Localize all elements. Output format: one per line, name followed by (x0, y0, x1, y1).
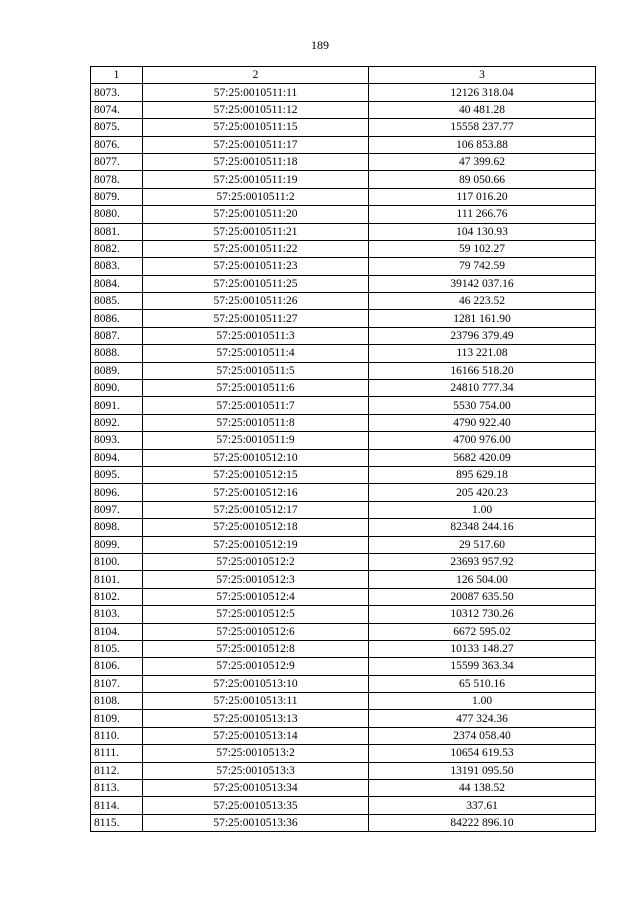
table-row (91, 466, 596, 483)
table-row (91, 762, 596, 779)
cadastral-value-cell: 205 420.23 (369, 484, 596, 501)
cadastral-number-cell: 57:25:0010513:34 (143, 780, 369, 797)
cadastral-number-cell: 57:25:0010512:6 (143, 623, 369, 640)
row-number-cell: 8112. (91, 762, 143, 779)
row-number-cell: 8104. (91, 623, 143, 640)
table-row (91, 536, 596, 553)
table-row (91, 310, 596, 327)
table-row (91, 571, 596, 588)
table-row (91, 153, 596, 170)
table-row (91, 101, 596, 118)
cadastral-number-cell: 57:25:0010511:20 (143, 206, 369, 223)
table-row (91, 275, 596, 292)
table-row (91, 380, 596, 397)
cadastral-number-cell: 57:25:0010513:11 (143, 693, 369, 710)
cadastral-number-cell: 57:25:0010513:10 (143, 675, 369, 692)
row-number-cell: 8088. (91, 345, 143, 362)
cadastral-value-cell: 15599 363.34 (369, 658, 596, 675)
cadastral-value-cell: 12126 318.04 (369, 84, 596, 101)
column-header-number: 1 (91, 67, 143, 84)
page-number: 189 (311, 38, 329, 52)
cadastral-value-table (90, 66, 596, 832)
cadastral-value-cell: 113 221.08 (369, 345, 596, 362)
row-number-cell: 8081. (91, 223, 143, 240)
table-row (91, 171, 596, 188)
cadastral-number-cell: 57:25:0010511:23 (143, 258, 369, 275)
row-number-cell: 8086. (91, 310, 143, 327)
row-number-cell: 8093. (91, 432, 143, 449)
row-number-cell: 8091. (91, 397, 143, 414)
row-number-cell: 8099. (91, 536, 143, 553)
row-number-cell: 8102. (91, 588, 143, 605)
row-number-cell: 8089. (91, 362, 143, 379)
table-row (91, 414, 596, 431)
cadastral-value-cell: 895 629.18 (369, 466, 596, 483)
cadastral-number-cell: 57:25:0010511:12 (143, 101, 369, 118)
cadastral-number-cell: 57:25:0010513:36 (143, 814, 369, 831)
cadastral-number-cell: 57:25:0010511:9 (143, 432, 369, 449)
table-row (91, 640, 596, 657)
cadastral-number-cell: 57:25:0010512:19 (143, 536, 369, 553)
cadastral-value-cell: 46 223.52 (369, 293, 596, 310)
cadastral-value-cell: 24810 777.34 (369, 380, 596, 397)
row-number-cell: 8073. (91, 84, 143, 101)
row-number-cell: 8103. (91, 606, 143, 623)
row-number-cell: 8084. (91, 275, 143, 292)
cadastral-value-cell: 111 266.76 (369, 206, 596, 223)
row-number-cell: 8075. (91, 119, 143, 136)
table-row (91, 136, 596, 153)
cadastral-value-cell: 5530 754.00 (369, 397, 596, 414)
row-number-cell: 8110. (91, 727, 143, 744)
row-number-cell: 8090. (91, 380, 143, 397)
row-number-cell: 8094. (91, 449, 143, 466)
row-number-cell: 8100. (91, 553, 143, 570)
table-row (91, 345, 596, 362)
cadastral-value-cell: 4790 922.40 (369, 414, 596, 431)
row-number-cell: 8074. (91, 101, 143, 118)
cadastral-value-cell: 2374 058.40 (369, 727, 596, 744)
table-row (91, 258, 596, 275)
cadastral-value-cell: 1.00 (369, 693, 596, 710)
row-number-cell: 8096. (91, 484, 143, 501)
table-row (91, 501, 596, 518)
cadastral-number-cell: 57:25:0010512:10 (143, 449, 369, 466)
row-number-cell: 8076. (91, 136, 143, 153)
row-number-cell: 8082. (91, 240, 143, 257)
table-row (91, 188, 596, 205)
cadastral-value-cell: 89 050.66 (369, 171, 596, 188)
cadastral-number-cell: 57:25:0010511:17 (143, 136, 369, 153)
table-row (91, 606, 596, 623)
table-row (91, 397, 596, 414)
row-number-cell: 8095. (91, 466, 143, 483)
cadastral-value-cell: 126 504.00 (369, 571, 596, 588)
cadastral-number-cell: 57:25:0010512:3 (143, 571, 369, 588)
cadastral-value-cell: 10312 730.26 (369, 606, 596, 623)
cadastral-number-cell: 57:25:0010511:18 (143, 153, 369, 170)
cadastral-number-cell: 57:25:0010513:14 (143, 727, 369, 744)
row-number-cell: 8107. (91, 675, 143, 692)
row-number-cell: 8098. (91, 519, 143, 536)
cadastral-number-cell: 57:25:0010511:21 (143, 223, 369, 240)
row-number-cell: 8077. (91, 153, 143, 170)
row-number-cell: 8083. (91, 258, 143, 275)
table-row (91, 623, 596, 640)
cadastral-value-cell: 65 510.16 (369, 675, 596, 692)
table-row (91, 780, 596, 797)
row-number-cell: 8106. (91, 658, 143, 675)
cadastral-value-cell: 44 138.52 (369, 780, 596, 797)
row-number-cell: 8108. (91, 693, 143, 710)
cadastral-number-cell: 57:25:0010511:2 (143, 188, 369, 205)
cadastral-number-cell: 57:25:0010511:26 (143, 293, 369, 310)
table-row (91, 588, 596, 605)
row-number-cell: 8079. (91, 188, 143, 205)
column-header-value: 3 (369, 67, 596, 84)
cadastral-number-cell: 57:25:0010511:15 (143, 119, 369, 136)
table-row (91, 675, 596, 692)
table-row (91, 240, 596, 257)
cadastral-number-cell: 57:25:0010511:8 (143, 414, 369, 431)
cadastral-number-cell: 57:25:0010511:3 (143, 327, 369, 344)
cadastral-value-cell: 47 399.62 (369, 153, 596, 170)
row-number-cell: 8087. (91, 327, 143, 344)
cadastral-number-cell: 57:25:0010511:4 (143, 345, 369, 362)
row-number-cell: 8085. (91, 293, 143, 310)
cadastral-number-cell: 57:25:0010512:8 (143, 640, 369, 657)
table-header-row (91, 67, 596, 84)
row-number-cell: 8109. (91, 710, 143, 727)
table-body (91, 84, 596, 832)
cadastral-value-cell: 82348 244.16 (369, 519, 596, 536)
cadastral-value-cell: 104 130.93 (369, 223, 596, 240)
cadastral-number-cell: 57:25:0010511:19 (143, 171, 369, 188)
table-row (91, 814, 596, 831)
cadastral-number-cell: 57:25:0010511:11 (143, 84, 369, 101)
table-row (91, 693, 596, 710)
table-row (91, 727, 596, 744)
table-row (91, 119, 596, 136)
column-header-cadastral-number: 2 (143, 67, 369, 84)
row-number-cell: 8115. (91, 814, 143, 831)
cadastral-number-cell: 57:25:0010512:5 (143, 606, 369, 623)
table-row (91, 206, 596, 223)
cadastral-number-cell: 57:25:0010511:5 (143, 362, 369, 379)
cadastral-number-cell: 57:25:0010512:17 (143, 501, 369, 518)
row-number-cell: 8097. (91, 501, 143, 518)
cadastral-value-cell: 6672 595.02 (369, 623, 596, 640)
cadastral-value-cell: 337.61 (369, 797, 596, 814)
cadastral-number-cell: 57:25:0010511:22 (143, 240, 369, 257)
row-number-cell: 8080. (91, 206, 143, 223)
table-row (91, 293, 596, 310)
cadastral-number-cell: 57:25:0010511:7 (143, 397, 369, 414)
cadastral-number-cell: 57:25:0010512:16 (143, 484, 369, 501)
table-row (91, 223, 596, 240)
table-row (91, 710, 596, 727)
table-row (91, 519, 596, 536)
cadastral-value-cell: 16166 518.20 (369, 362, 596, 379)
cadastral-value-cell: 40 481.28 (369, 101, 596, 118)
cadastral-number-cell: 57:25:0010512:15 (143, 466, 369, 483)
row-number-cell: 8114. (91, 797, 143, 814)
table-row (91, 84, 596, 101)
row-number-cell: 8111. (91, 745, 143, 762)
cadastral-number-cell: 57:25:0010513:2 (143, 745, 369, 762)
cadastral-number-cell: 57:25:0010513:13 (143, 710, 369, 727)
row-number-cell: 8105. (91, 640, 143, 657)
table-row (91, 432, 596, 449)
cadastral-value-cell: 477 324.36 (369, 710, 596, 727)
cadastral-value-cell: 79 742.59 (369, 258, 596, 275)
row-number-cell: 8078. (91, 171, 143, 188)
cadastral-value-cell: 5682 420.09 (369, 449, 596, 466)
row-number-cell: 8113. (91, 780, 143, 797)
cadastral-value-cell: 117 016.20 (369, 188, 596, 205)
table-row (91, 484, 596, 501)
cadastral-number-cell: 57:25:0010512:18 (143, 519, 369, 536)
cadastral-value-cell: 59 102.27 (369, 240, 596, 257)
cadastral-value-cell: 4700 976.00 (369, 432, 596, 449)
cadastral-value-cell: 20087 635.50 (369, 588, 596, 605)
cadastral-number-cell: 57:25:0010512:2 (143, 553, 369, 570)
cadastral-number-cell: 57:25:0010511:27 (143, 310, 369, 327)
table-row (91, 745, 596, 762)
cadastral-number-cell: 57:25:0010513:35 (143, 797, 369, 814)
table-row (91, 658, 596, 675)
cadastral-value-cell: 15558 237.77 (369, 119, 596, 136)
cadastral-number-cell: 57:25:0010512:9 (143, 658, 369, 675)
cadastral-value-cell: 10133 148.27 (369, 640, 596, 657)
cadastral-value-cell: 13191 095.50 (369, 762, 596, 779)
cadastral-value-cell: 23796 379.49 (369, 327, 596, 344)
table-row (91, 797, 596, 814)
cadastral-value-cell: 23693 957.92 (369, 553, 596, 570)
cadastral-number-cell: 57:25:0010511:25 (143, 275, 369, 292)
table-row (91, 362, 596, 379)
cadastral-number-cell: 57:25:0010513:3 (143, 762, 369, 779)
cadastral-value-cell: 29 517.60 (369, 536, 596, 553)
row-number-cell: 8092. (91, 414, 143, 431)
cadastral-value-cell: 1.00 (369, 501, 596, 518)
cadastral-value-cell: 84222 896.10 (369, 814, 596, 831)
row-number-cell: 8101. (91, 571, 143, 588)
cadastral-number-cell: 57:25:0010512:4 (143, 588, 369, 605)
table-row (91, 449, 596, 466)
table-row (91, 327, 596, 344)
cadastral-value-cell: 10654 619.53 (369, 745, 596, 762)
table-row (91, 553, 596, 570)
cadastral-number-cell: 57:25:0010511:6 (143, 380, 369, 397)
cadastral-value-cell: 39142 037.16 (369, 275, 596, 292)
cadastral-value-cell: 106 853.88 (369, 136, 596, 153)
cadastral-value-cell: 1281 161.90 (369, 310, 596, 327)
